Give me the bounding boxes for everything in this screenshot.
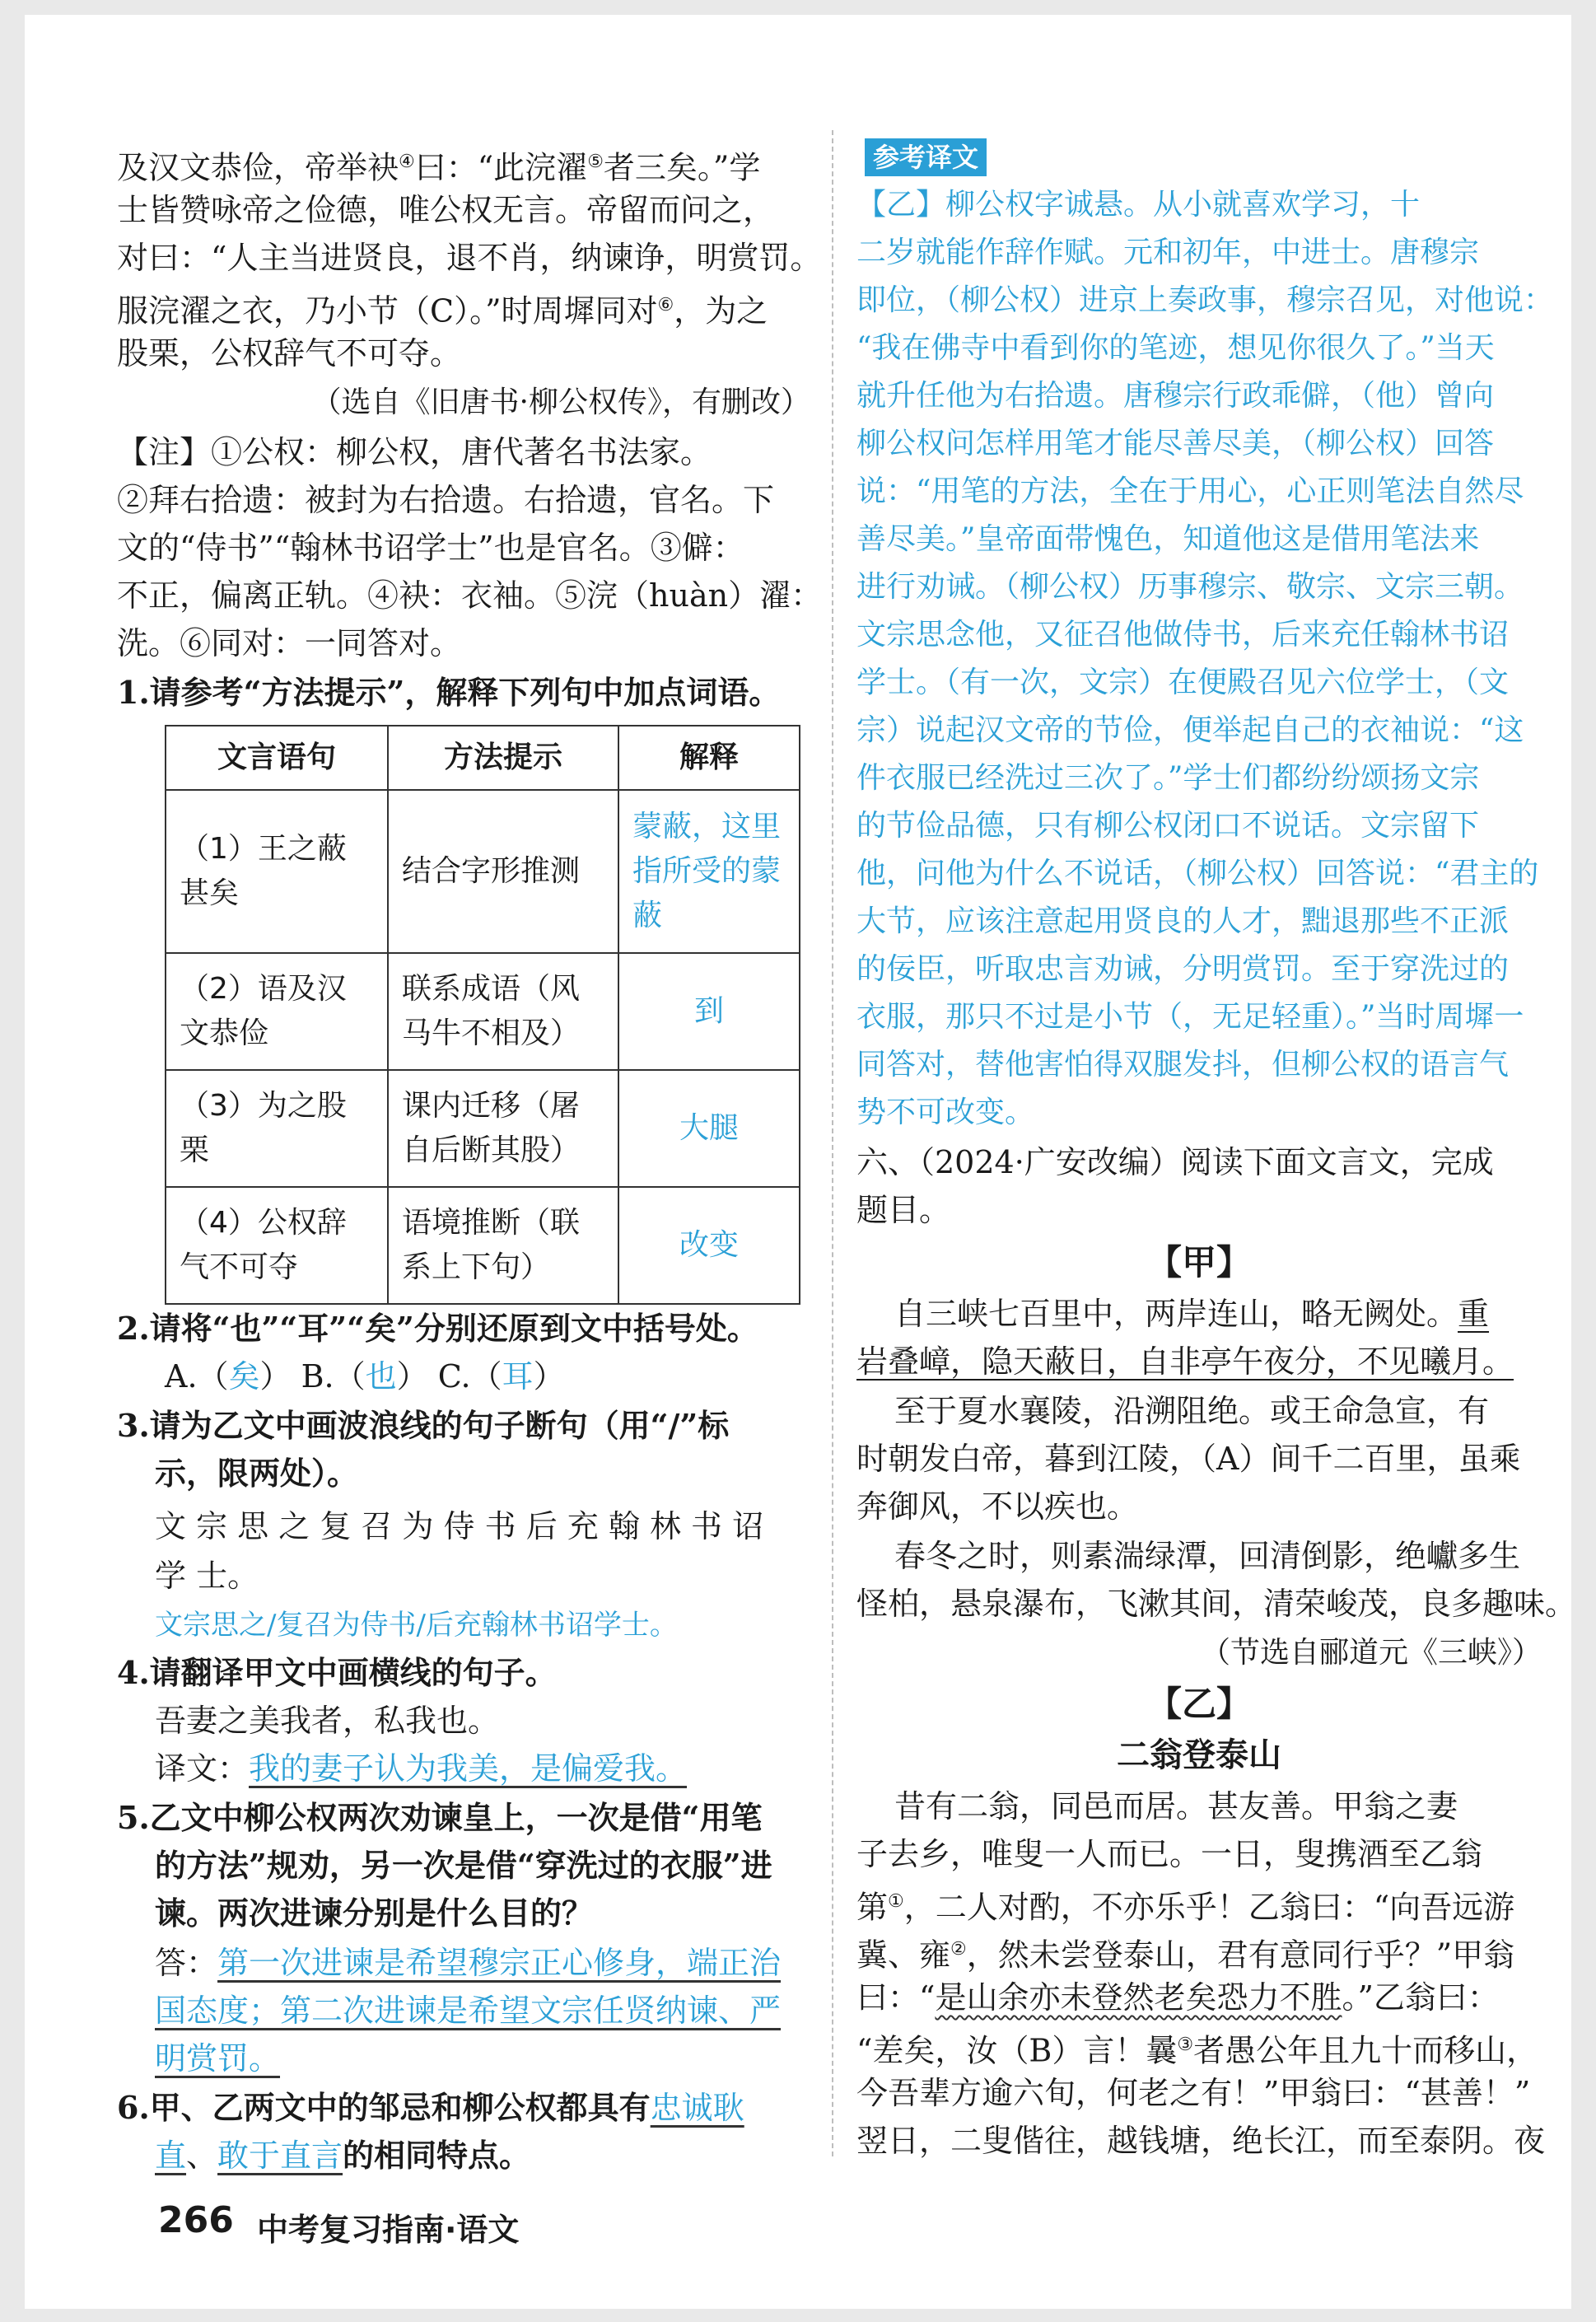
translation-line: 善尽美。”皇帝面带愧色，知道他这是借用笔法来: [856, 522, 1480, 556]
translation-line: 件衣服已经洗过三次了。”学士们都纷纷颂扬文宗: [856, 761, 1480, 795]
yi-title: 【乙】: [1146, 1684, 1251, 1724]
table-answer: 大腿: [618, 1070, 800, 1187]
passage-source: （选自《旧唐书·柳公权传》，有删改）: [311, 385, 810, 419]
question-5-answer: 明赏罚。: [155, 2040, 281, 2077]
passage-line: 士皆赞咏帝之俭德，唯公权无言。帝留而问之，: [117, 192, 775, 228]
question-1: 1.请参考“方法提示”，解释下列句中加点词语。: [117, 674, 781, 711]
translation-line: 说：“用笔的方法，全在于用心，心正则笔法自然尽: [856, 474, 1524, 508]
passage-line: 对曰：“人主当进贤良，退不肖，纳谏诤，明赏罚。: [117, 240, 822, 276]
table-header-row: [166, 726, 800, 790]
jia-line: 岩叠嶂，隐天蔽日，自非亭午夜分，不见曦月。: [856, 1343, 1514, 1380]
question-5-answer: 答：第一次进谏是希望穆宗正心修身，端正治: [155, 1945, 782, 1981]
yi-line: “差矣，汝（B）言！曩③者愚公年且九十而移山，: [856, 2032, 1538, 2069]
yi-line: 昔有二翁，同邑而居。甚友善。甲翁之妻: [894, 1788, 1458, 1824]
translation-line: 柳公权问怎样用笔才能尽善尽美，（柳公权）回答: [856, 427, 1495, 460]
question-3-cont: 示，限两处）。: [155, 1455, 359, 1492]
question-4: 4.请翻译甲文中画横线的句子。: [117, 1654, 557, 1691]
question-6-cont: 直、敢于直言的相同特点。: [155, 2137, 531, 2174]
yi-line: 曰：“是山余亦未登然老矣恐力不胜。”乙翁曰：: [856, 1979, 1499, 2016]
question-3-answer: 文宗思之/复召为侍书/后充翰林书诏学士。: [155, 1609, 678, 1642]
table-cell: （2）语及汉文恭俭: [166, 953, 388, 1070]
note-line: 洗。⑥同对：一同答对。: [117, 625, 462, 661]
reference-translation-badge: 参考译文: [865, 138, 987, 176]
jia-line: 奔御风，不以疾也。: [856, 1488, 1139, 1525]
translation-line: 就升任他为右拾遗。唐穆宗行政乖僻，（他）曾向: [856, 379, 1495, 413]
question-5-cont: 谏。两次进谏分别是什么目的？: [155, 1895, 594, 1932]
note-line: 不正，偏离正轨。④袂：衣袖。⑤浣（huàn）濯：: [117, 577, 823, 614]
translation-line: 势不可改变。: [856, 1096, 1035, 1129]
translation-line: 的节俭品德，只有柳公权闭口不说话。文宗留下: [856, 809, 1480, 843]
jia-source: （节选自郦道元《三峡》）: [1200, 1636, 1542, 1670]
question-3: 3.请为乙文中画波浪线的句子断句（用“/”标: [117, 1407, 730, 1444]
translation-line: 衣服，那只不过是小节（，无足轻重）。”当时周墀一: [856, 1000, 1524, 1034]
table-row: [166, 1070, 800, 1187]
question-5: 5.乙文中柳公权两次劝谏皇上，一次是借“用笔: [117, 1799, 763, 1836]
translation-line: 文宗思念他，又征召他做侍书，后来充任翰林书诏: [856, 618, 1510, 652]
table-cell: 结合字形推测: [388, 790, 618, 953]
page: [25, 15, 1577, 2309]
table-header: 文言语句: [166, 726, 388, 790]
passage-line: 股栗，公权辞气不可夺。: [117, 335, 462, 371]
table-answer: 改变: [618, 1187, 800, 1304]
method-table: [165, 725, 800, 1305]
question-5-cont: 的方法”规劝，另一次是借“穿洗过的衣服”进: [155, 1847, 772, 1884]
table-header: 方法提示: [388, 726, 618, 790]
jia-line: 怪柏，悬泉瀑布，飞漱其间，清荣峻茂，良多趣味。: [856, 1586, 1577, 1622]
yi-line: 冀、雍②，然未尝登泰山，君有意同行乎？”甲翁: [856, 1937, 1515, 1974]
question-6: 6.甲、乙两文中的邹忌和柳公权都具有忠诚耿: [117, 2089, 744, 2126]
note-line: 文的“侍书”“翰林书诏学士”也是官名。③僻：: [117, 530, 744, 566]
jia-line: 时朝发白帝，暮到江陵，（A）间千二百里，虽乘: [856, 1441, 1521, 1477]
question-2-options: A.（矣） B.（也） C.（耳）: [165, 1358, 565, 1395]
passage-line: 及汉文恭俭，帝举袂④曰：“此浣濯⑤者三矣。”学: [117, 149, 761, 186]
yi-line: 第①，二人对酌，不亦乐乎！乙翁曰：“向吾远游: [856, 1889, 1515, 1926]
note-line: 【注】①公权：柳公权，唐代著名书法家。: [117, 434, 712, 470]
translation-line: 的佞臣，听取忠言劝诫，分明赏罚。至于穿洗过的: [856, 952, 1510, 986]
table-answer: 蒙蔽，这里指所受的蒙蔽: [618, 790, 800, 953]
translation-line: 即位，（柳公权）进京上奏政事，穆宗召见，对他说：: [856, 283, 1554, 317]
table-row: [166, 953, 800, 1070]
book-title: 中考复习指南·语文: [257, 2212, 520, 2248]
passage-line: 服浣濯之衣，乃小节（C）。”时周墀同对⑥，为之: [117, 292, 768, 329]
table-cell: （3）为之股栗: [166, 1070, 388, 1187]
table-cell: （1）王之蔽甚矣: [166, 790, 388, 953]
jia-title: 【甲】: [1146, 1242, 1251, 1282]
table-cell: （4）公权辞气不可夺: [166, 1187, 388, 1304]
question-4-answer-line: 译文：我的妻子认为我美，是偏爱我。: [155, 1750, 688, 1787]
jia-line: 自三峡七百里中，两岸连山，略无阙处。重: [894, 1296, 1490, 1332]
table-row: [166, 1187, 800, 1304]
note-line: ②拜右拾遗：被封为右拾遗。右拾遗，官名。下: [117, 482, 775, 518]
question-4-sentence: 吾妻之美我者，私我也。: [155, 1703, 500, 1739]
jia-line: 春冬之时，则素湍绿潭，回清倒影，绝巘多生: [894, 1538, 1521, 1574]
translation-line: 宗）说起汉文帝的节俭，便举起自己的衣袖说：“这: [856, 713, 1524, 747]
translation-line: 他，问他为什么不说话，（柳公权）回答说：“君主的: [856, 857, 1539, 890]
table-cell: 语境推断（联系上下句）: [388, 1187, 618, 1304]
question-3-sentence: 文 宗 思 之 复 召 为 侍 书 后 充 翰 林 书 诏: [155, 1508, 764, 1544]
section-six-heading: 题目。: [856, 1192, 951, 1228]
translation-line: 【乙】柳公权字诚悬。从小就喜欢学习，十: [856, 188, 1421, 222]
table-row: [166, 790, 800, 953]
translation-line: 学士。（有一次，文宗）在便殿召见六位学士，（文: [856, 666, 1510, 699]
translation-line: 二岁就能作辞作赋。元和初年，中进士。唐穆宗: [856, 236, 1480, 269]
question-3-sentence: 学 士。: [155, 1558, 259, 1594]
translation-line: “我在佛寺中看到你的笔迹，想见你很久了。”当天: [856, 331, 1495, 365]
page-number: 266: [158, 2199, 234, 2241]
table-header: 解释: [618, 726, 800, 790]
table-cell: 课内迁移（屠自后断其股）: [388, 1070, 618, 1187]
question-5-answer: 国态度；第二次进谏是希望文宗任贤纳谏、严: [155, 1993, 782, 2029]
translation-line: 同答对，替他害怕得双腿发抖，但柳公权的语言气: [856, 1048, 1510, 1082]
question-2: 2.请将“也”“耳”“矣”分别还原到文中括号处。: [117, 1310, 758, 1347]
translation-line: 大节，应该注意起用贤良的人才，黜退那些不正派: [856, 904, 1510, 938]
yi-line: 今吾辈方逾六旬，何老之有！”甲翁曰：“甚善！”: [856, 2075, 1531, 2111]
table-cell: 联系成语（风马牛不相及）: [388, 953, 618, 1070]
jia-line: 至于夏水襄陵，沿溯阻绝。或王命急宣，有: [894, 1393, 1490, 1429]
translation-line: 进行劝诫。（柳公权）历事穆宗、敬宗、文宗三朝。: [856, 570, 1524, 604]
yi-subtitle: 二翁登泰山: [1117, 1736, 1281, 1774]
section-six-heading: 六、（2024·广安改编）阅读下面文言文，完成: [856, 1144, 1494, 1180]
table-answer: 到: [618, 953, 800, 1070]
yi-line: 子去乡，唯叟一人而已。一日，叟携酒至乙翁: [856, 1836, 1483, 1872]
yi-line: 翌日，二叟偕往，越钱塘，绝长江，而至泰阴。夜: [856, 2123, 1546, 2159]
